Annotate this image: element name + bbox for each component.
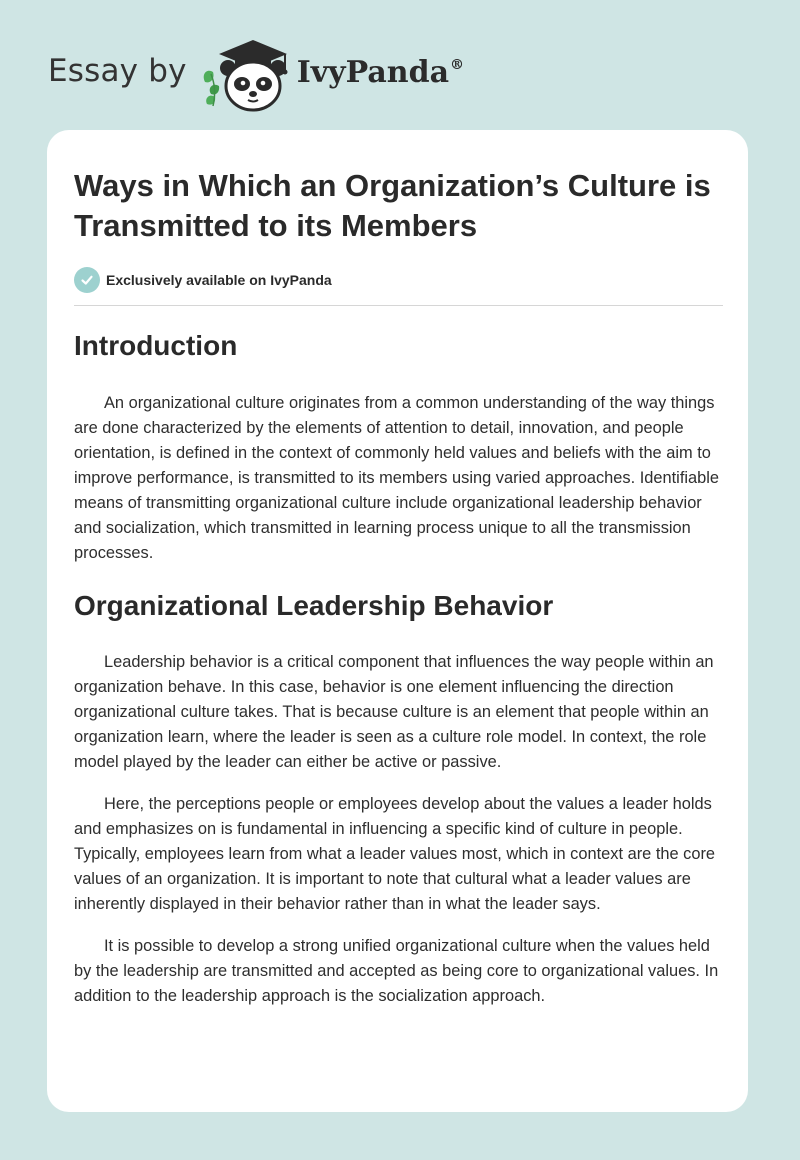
brand-name <box>297 55 464 90</box>
registered-mark: ® <box>450 56 465 73</box>
exclusive-badge <box>74 266 723 294</box>
ivypanda-logo-icon[interactable] <box>201 34 293 114</box>
site-header <box>48 34 464 114</box>
essay-content <box>74 166 723 1009</box>
section-heading-leadership-behavior: Organizational Leadership Behavior <box>74 590 554 621</box>
paragraph: Here, the perceptions people or employees develop about the values a leader holds and emphasizes on is fundamental in influencing a specific kind of culture in people. Typically, employees learn from what a leader values most, which in context are the core values of an organization. It is important to note that cultural what a leader values are inherently displayed in their behavior rather than in what the leader says. <box>74 795 716 913</box>
paragraph: It is possible to develop a strong unified organizational culture when the values held by the leadership are transmitted and accepted as being core to organizational values. In addition to the leadership approach is the socialization approach. <box>74 937 719 1005</box>
essay-by-label: Essay by <box>48 53 187 89</box>
paragraph: An organizational culture originates from a common understanding of the way things are done characterized by the elements of attention to detail, innovation, and people orientation, is defined in the context of commonly held values and beliefs with the aim to improve performance, is transmitted to its members using varied approaches. Identifiable means of transmitting organizational culture include organizational leadership behavior and socialization, which transmitted in learning process unique to all the transmission processes. <box>74 394 719 562</box>
title-divider <box>74 305 723 306</box>
section-heading-introduction: Introduction <box>74 330 238 361</box>
essay-card <box>47 130 748 1112</box>
brand-text: IvyPanda <box>296 54 450 90</box>
exclusive-label: Exclusively available on IvyPanda <box>106 272 332 288</box>
paragraph: Leadership behavior is a critical component that influences the way people within an organization behave. In this case, behavior is one element influencing the direction organizational culture takes. That is because culture is an element that people within an organization learn, where the leader is seen as a culture role model. In context, the role model played by the leader can either be active or passive. <box>74 653 714 771</box>
essay-title: Ways in Which an Organization’s Culture is Transmitted to its Members <box>74 168 711 243</box>
checkmark-icon <box>74 267 100 293</box>
